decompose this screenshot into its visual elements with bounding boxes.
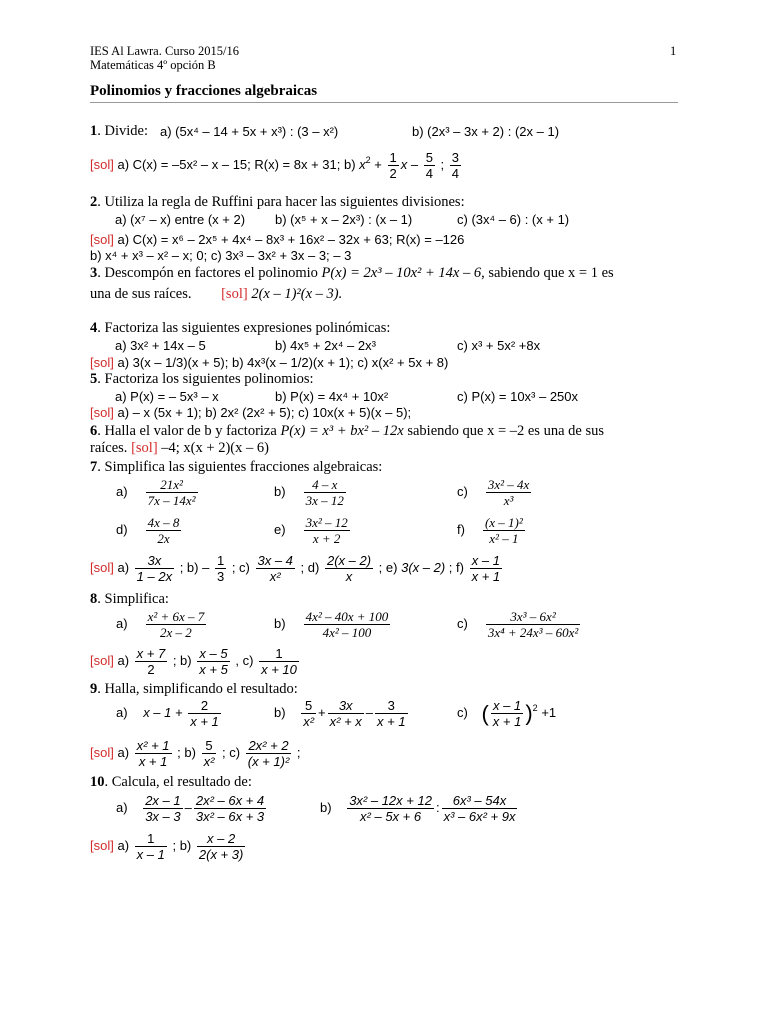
ex5-b: b) P(x) = 4x⁴ + 10x² [275,389,389,404]
title-divider [90,102,678,103]
ex7-item-b: b) $\frac{4 - x}{3x - 12}$ [274,477,344,508]
ex9-solution: [sol] a) $\frac{\text{x² + 1}}{x + 1}$ ; b) $\frac{5}{\text{x²}}$ ; c) $\frac{\text{2x² + 2}}{\text{(x + 1)²}}$ ; [90,738,301,769]
ex6-prompt: 6. Halla el valor de b y factoriza P(x) = x³ + bx² – 12x sabiendo que x = –2 es una de sus [90,423,604,439]
ex5-a: a) P(x) = – 5x³ – x [115,389,219,404]
ex2-b: b) (x⁵ + x – 2x³) : (x – 1) [275,212,413,227]
ex9-item-c: c) ( $\frac{x - 1}{x + 1}$ )$^2$ +1 [457,698,557,729]
ex7-item-e: e) $\frac{\text{3x² – 12}}{x + 2}$ [274,515,348,546]
ex6-prompt-line2: raíces. [sol] –4; x(x + 2)(x – 6) [90,440,269,456]
ex8-item-c: c) $\frac{\text{3x³ – 6x²}}{\text{3x⁴ + 24x³ – 60x²}}$ [457,609,579,640]
header-school: IES Al Lawra. Curso 2015/16 [90,44,239,58]
sol-tag: [sol] [90,156,114,172]
ex5-solution: [sol] a) – x (5x + 1); b) 2x² (2x² + 5); c) 10x(x + 5)(x – 5); [90,405,412,420]
ex3-prompt: 3. Descompón en factores el polinomio P(x) = 2x³ – 10x² + 14x – 6, sabiendo que x = 1 es [90,265,614,281]
page-number: 1 [670,44,677,58]
ex2-solution-2: b) x⁴ + x³ – x² – x; 0; c) 3x³ – 3x² + 3x – 3; – 3 [90,248,352,263]
ex1-solution: [sol] a) C(x) = –5x² – x – 15; R(x) = 8x + 31; b) $x^2$ + $\frac{1}{2}$ x – $\frac{5}{4}$ ; $\frac{3}{4}$ [90,150,460,181]
ex8-prompt: 8. Simplifica: [90,591,169,607]
ex10-item-a: a) $\frac{2x - 1}{3x - 3}$ – $\frac{\text{2x² – 6x + 4}}{\text{3x² – 6x + 3}}$ [116,793,265,824]
ex4-a: a) 3x² + 14x – 5 [115,338,206,353]
ex4-solution: [sol] a) 3(x – 1/3)(x + 5); b) 4x³(x – 1/2)(x + 1); c) x(x² + 5x + 8) [90,355,449,370]
ex7-prompt: 7. Simplifica las siguientes fracciones algebraicas: [90,459,383,475]
ex8-solution: [sol] a) $\frac{x + 7}{2}$ ; b) $\frac{x - 5}{x + 5}$ , c) $\frac{1}{x + 10}$ [90,646,297,677]
ex10-prompt: 10. Calcula, el resultado de: [90,774,252,790]
ex3-prompt-line2: una de sus raíces. [sol] 2(x – 1)²(x – 3). [90,286,343,302]
ex8-item-a: a) $\frac{\text{x² + 6x – 7}}{2x - 2}$ [116,609,205,640]
ex9-prompt: 9. Halla, simplificando el resultado: [90,681,298,697]
ex2-solution-1: [sol] a) C(x) = x⁶ – 2x⁵ + 4x⁴ – 8x³ + 16x² – 32x + 63; R(x) = –126 [90,232,465,247]
ex1-b: b) (2x³ – 3x + 2) : (2x – 1) [412,124,560,139]
ex4-c: c) x³ + 5x² +8x [457,338,541,353]
header-subject: Matemáticas 4º opción B [90,58,216,72]
ex4-b: b) 4x⁵ + 2x⁴ – 2x³ [275,338,376,353]
ex10-solution: [sol] a) $\frac{1}{x - 1}$ ; b) $\frac{x - 2}{2(x + 3)}$ [90,831,244,862]
ex5-prompt: 5. Factoriza los siguientes polinomios: [90,371,314,387]
ex8-item-b: b) $\frac{\text{4x² – 40x + 100}}{\text{4x² – 100}}$ [274,609,389,640]
ex1-a: a) (5x⁴ – 14 + 5x + x³) : (3 – x²) [160,124,339,139]
ex10-item-b: b) $\frac{\text{3x² – 12x + 12}}{\text{x² – 5x + 6}}$ : $\frac{\text{6x³ – 54x}}{\text{x³ – 6x² + 9x}}$ [320,793,516,824]
ex7-item-a: a) $\frac{\text{21x²}}{\text{7x – 14x²}}$ [116,477,196,508]
ex5-c: c) P(x) = 10x³ – 250x [457,389,579,404]
ex9-item-a: a) x – 1 + $\frac{2}{x + 1}$ [116,698,219,729]
ex7-item-c: c) $\frac{\text{3x² – 4x}}{\text{x³}}$ [457,477,530,508]
ex9-item-b: b) $\frac{5}{\text{x²}}$ + $\frac{3x}{\text{x² + x}}$ – $\frac{3}{x + 1}$ [274,698,406,729]
ex1-remainder-frac: $\frac{3}{4}$ [451,150,460,181]
ex2-prompt: 2. Utiliza la regla de Ruffini para hacer las siguientes divisiones: [90,194,465,210]
ex1-prompt: 1. Divide: [90,123,148,139]
ex7-item-f: f) $\frac{\text{(x – 1)²}}{\text{x² – 1}}$ [457,515,523,546]
ex7-solution: [sol] a) $\frac{3x}{1 - 2x}$ ; b) – $\frac{1}{3}$ ; c) $\frac{3x - 4}{\text{x²}}$ ; d) $\frac{2(x - 2)}{x}$ ; e) 3(x – 2) ; f) $\frac{x - 1}{x + 1}$ [90,553,501,584]
page-title: Polinomios y fracciones algebraicas [90,83,318,99]
ex4-prompt: 4. Factoriza las siguientes expresiones polinómicas: [90,320,391,336]
ex2-c: c) (3x⁴ – 6) : (x + 1) [457,212,570,227]
ex2-a: a) (x⁷ – x) entre (x + 2) [115,212,246,227]
ex7-item-d: d) $\frac{4x - 8}{2x}$ [116,515,180,546]
